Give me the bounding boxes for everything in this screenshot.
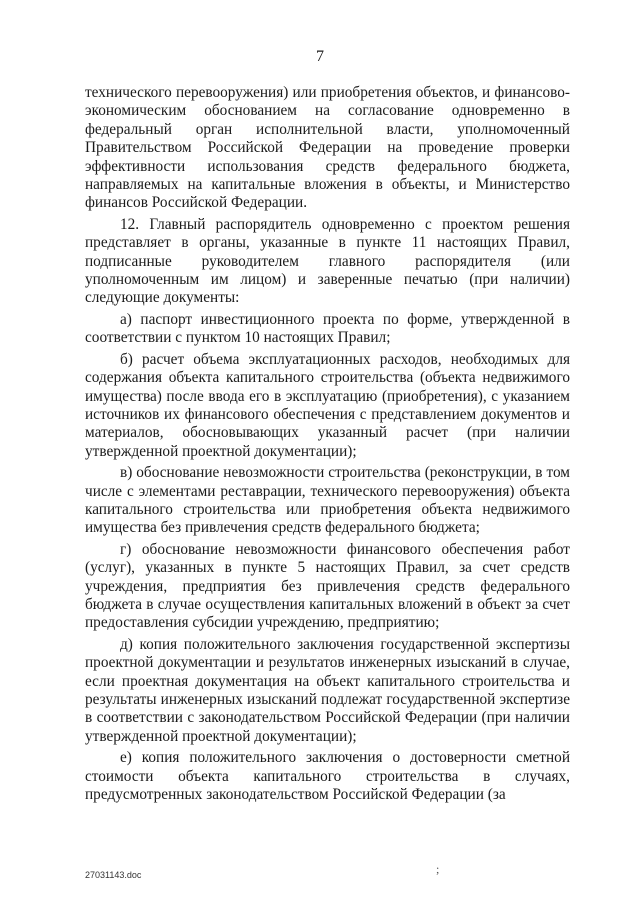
paragraph-subitem-a: а) паспорт инвестиционного проекта по форме, утвержденной в соответствии с пунктом 10 настоящих Правил;: [85, 310, 570, 347]
document-body: [85, 84, 570, 804]
paragraph-item-12: 12. Главный распорядитель одновременно с проектом решения представляет в органы, указанные в пункте 11 настоящих Правил, подписанные руководителем главного распорядителя (или уполномоченным им лицом) и заверенные печатью (при наличии) следующие документы:: [85, 215, 570, 307]
page-number: 7: [316, 48, 324, 65]
paragraph-subitem-v: в) обоснование невозможности строительства (реконструкции, в том числе с элементами реставрации, технического перевооружения) объекта капитального строительства или приобретения объекта недвижимого имущества без привлечения средств федерального бюджета;: [85, 464, 570, 537]
footer-file-code: 27031143.doc: [85, 870, 142, 880]
paragraph-subitem-e: е) копия положительного заключения о достоверности сметной стоимости объекта капитального строительства в случаях, предусмотренных законодательством Российской Федерации (за: [85, 749, 570, 804]
paragraph-subitem-b: б) расчет объема эксплуатационных расходов, необходимых для содержания объекта капитального строительства (объекта недвижимого имущества) после ввода его в эксплуатацию (приобретения), с указанием источников их финансового обеспечения с представлением документов и материалов, обосновывающих указанный расчет (при наличии утвержденной проектной документации);: [85, 350, 570, 460]
stray-mark: ;: [436, 862, 440, 876]
paragraph-subitem-g: г) обоснование невозможности финансового обеспечения работ (услуг), указанных в пункте 5 настоящих Правил, за счет средств учреждения, предприятия без привлечения средств федерального бюджета в случае осуществления капитальных вложений в объект за счет предоставления субсидии учреждению, предприятию;: [85, 540, 570, 632]
paragraph-continuation: технического перевооружения) или приобретения объектов, и финансово-экономическим обоснованием на согласование одновременно в федеральный орган исполнительной власти, уполномоченный Правительством Российской Федерации на проведение проверки эффективности использования средств федерального бюджета, направляемых на капитальные вложения в объекты, и Министерство финансов Российской Федерации.: [85, 84, 570, 212]
paragraph-subitem-d: д) копия положительного заключения государственной экспертизы проектной документации и результатов инженерных изысканий в случае, если проектная документация на объект капитального строительства и результаты инженерных изысканий подлежат государственной экспертизе в соответствии с законодательством Российской Федерации (при наличии утвержденной проектной документации);: [85, 635, 570, 745]
